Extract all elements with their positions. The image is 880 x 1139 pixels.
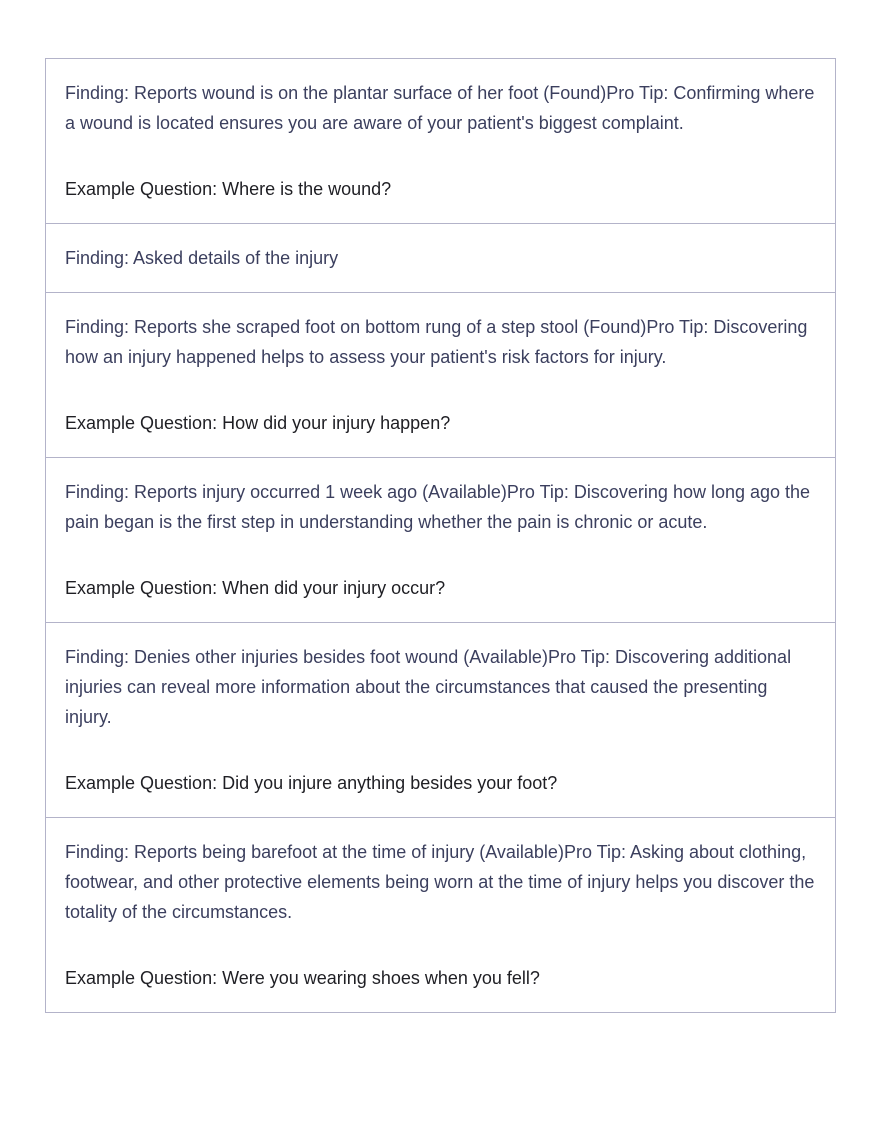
example-question: Example Question: Where is the wound? bbox=[65, 179, 392, 199]
finding-text: Finding: Denies other injuries besides foot wound (Available)Pro Tip: Discovering additional injuries can reveal more information about the circumstances that caused the presenting injury. bbox=[65, 647, 792, 727]
finding-text: Finding: Reports she scraped foot on bottom rung of a step stool (Found)Pro Tip: Discovering how an injury happened helps to assess your patient's risk factors for injury. bbox=[65, 317, 808, 367]
example-question: Example Question: When did your injury occur? bbox=[65, 578, 446, 598]
example-question: Example Question: How did your injury happen? bbox=[65, 413, 451, 433]
finding-text: Finding: Reports wound is on the plantar surface of her foot (Found)Pro Tip: Confirming where a wound is located ensures you are aware of your patient's biggest complaint. bbox=[65, 83, 815, 133]
finding-text: Finding: Reports injury occurred 1 week ago (Available)Pro Tip: Discovering how long ago the pain began is the first step in understanding whether the pain is chronic or acute. bbox=[65, 482, 811, 532]
finding-row bbox=[46, 223, 835, 292]
finding-row bbox=[46, 457, 835, 622]
finding-row bbox=[46, 817, 835, 1012]
finding-row bbox=[46, 622, 835, 817]
finding-text: Finding: Reports being barefoot at the time of injury (Available)Pro Tip: Asking about clothing, footwear, and other protective elements being worn at the time of injury helps you discover the totality of the circumstances. bbox=[65, 842, 815, 922]
example-question: Example Question: Were you wearing shoes when you fell? bbox=[65, 968, 540, 988]
finding-row bbox=[46, 59, 835, 223]
finding-row bbox=[46, 292, 835, 457]
example-question: Example Question: Did you injure anything besides your foot? bbox=[65, 773, 558, 793]
finding-text: Finding: Asked details of the injury bbox=[65, 248, 339, 268]
findings-table bbox=[45, 58, 836, 1013]
